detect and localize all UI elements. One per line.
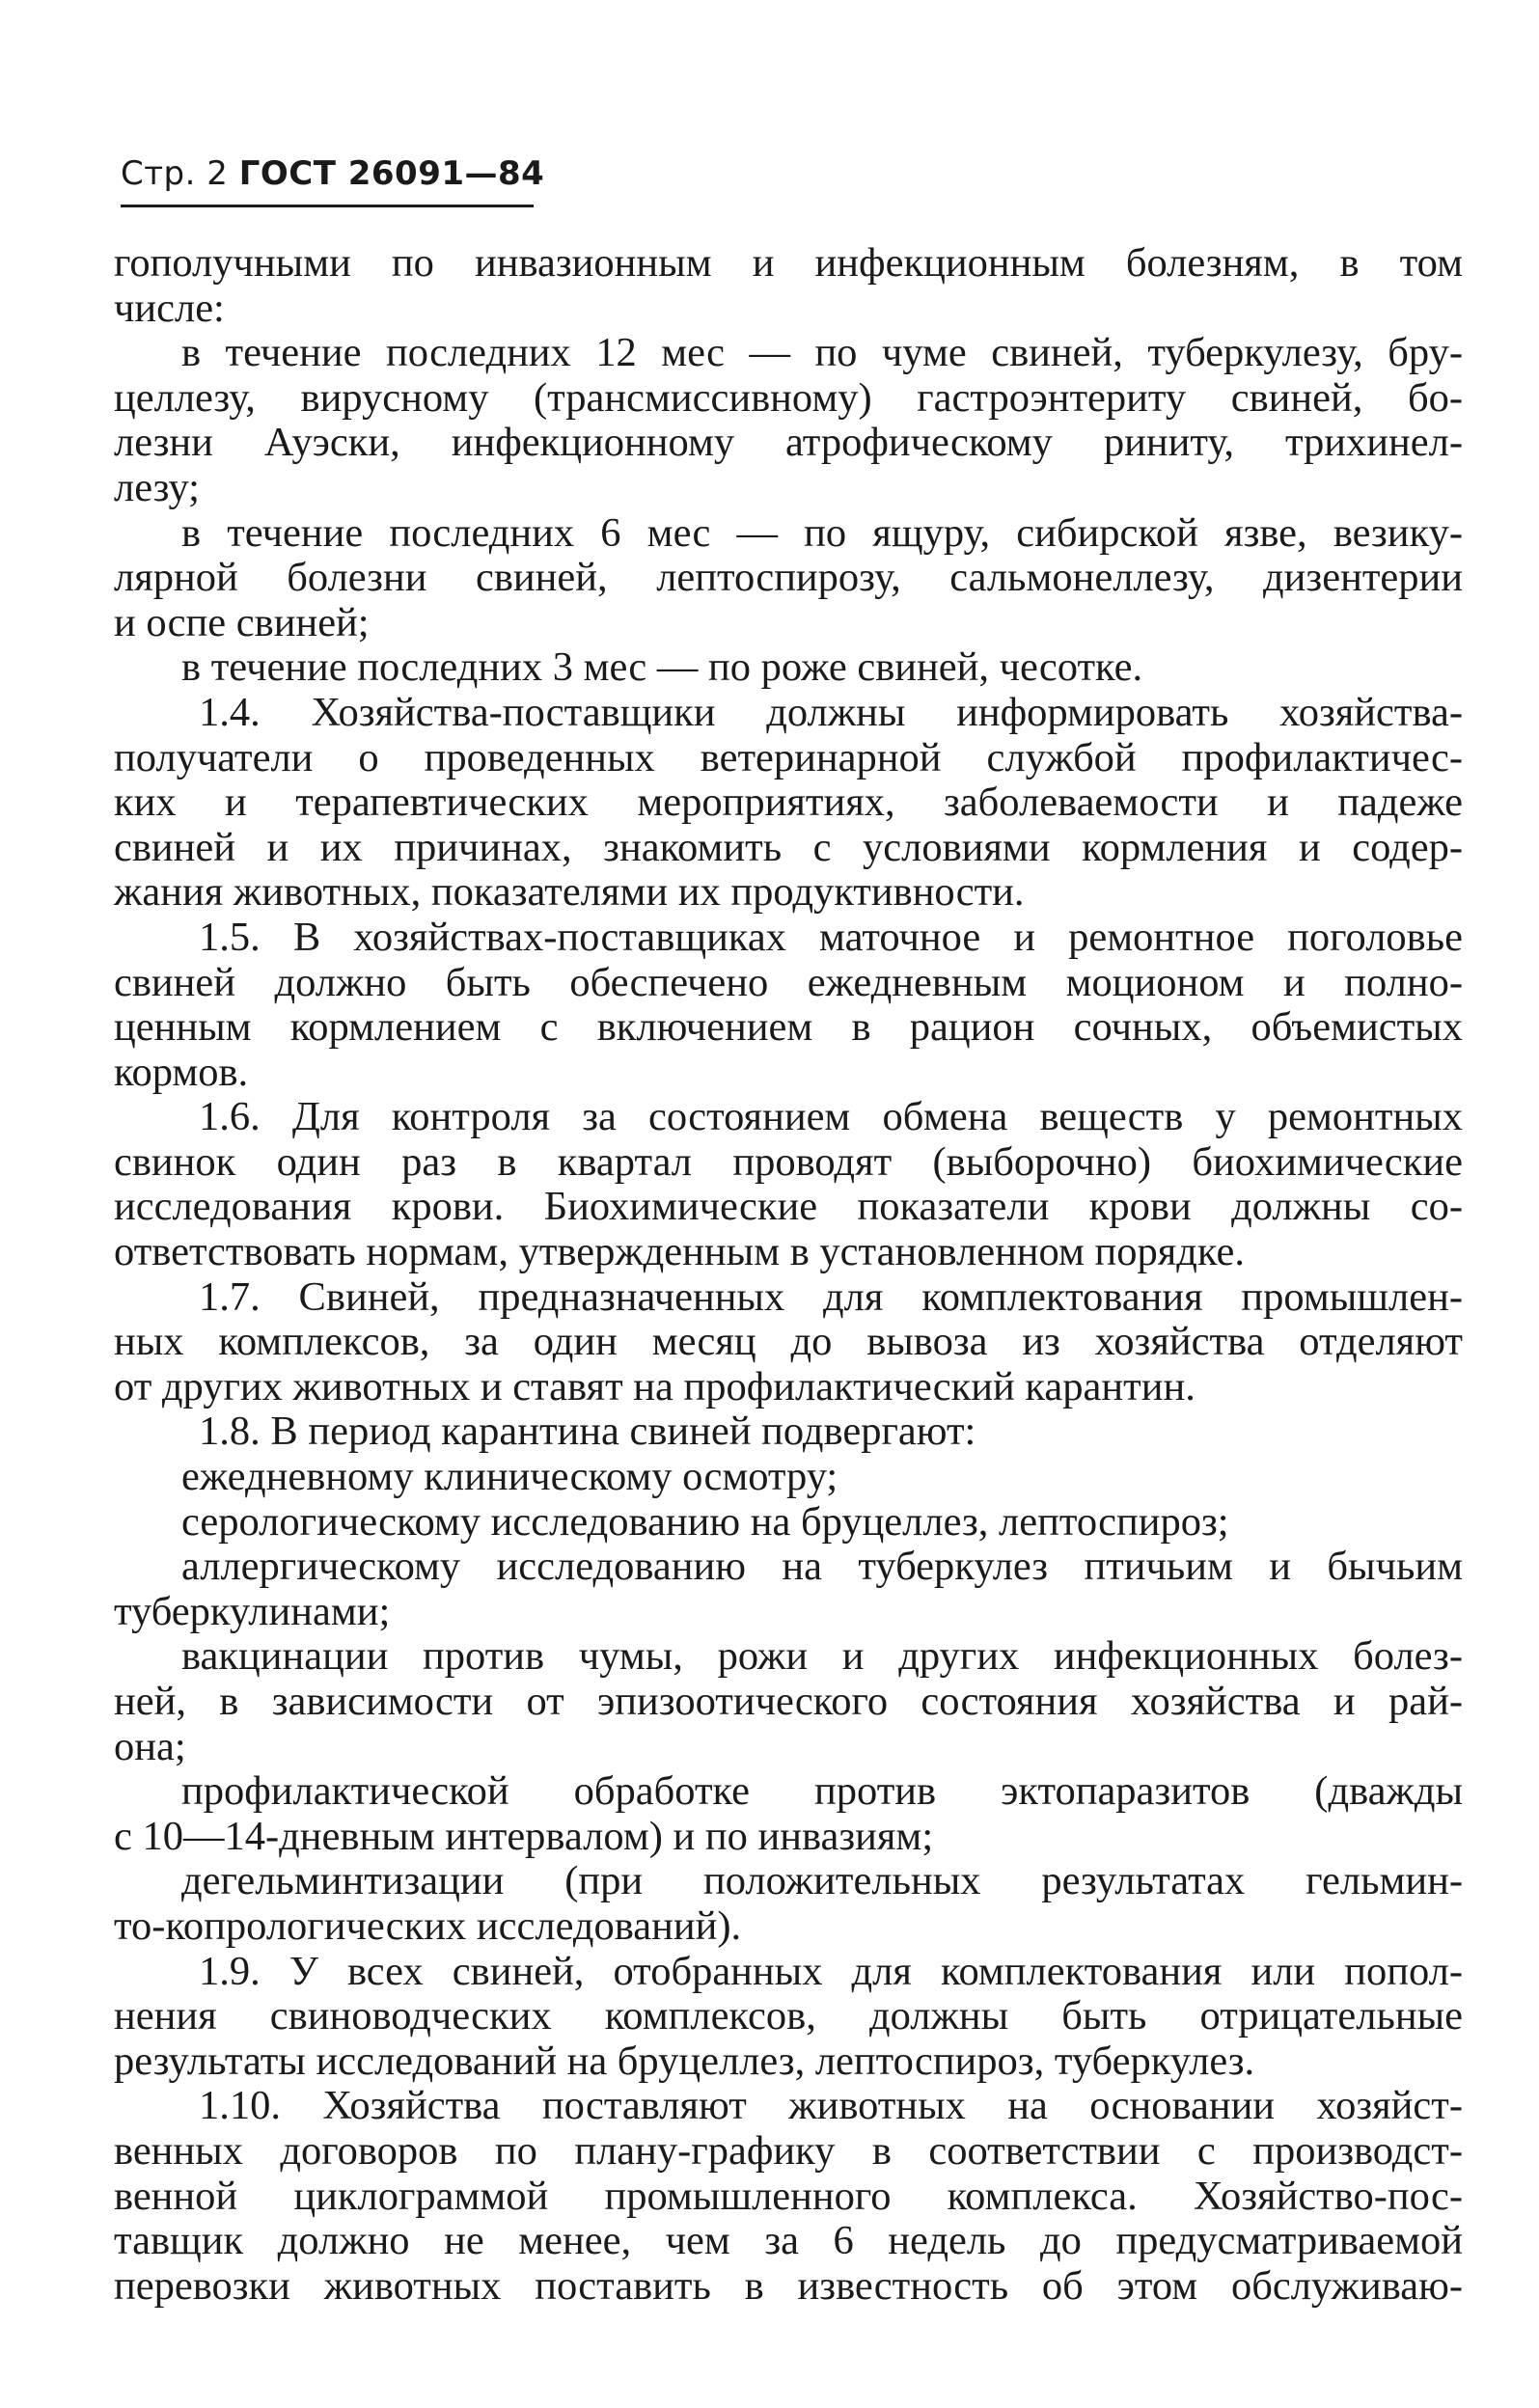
text-line: результаты исследований на бруцеллез, лептоспироз, туберкулез.: [114, 2038, 1255, 2084]
text-line: гополучными по инвазионным и инфекционным болезням, в том: [114, 240, 1463, 286]
page-number: Стр. 2: [121, 154, 229, 193]
text-line: серологическому исследованию на бруцеллез, лептоспироз;: [181, 1498, 1229, 1545]
text-line: 1.10. Хозяйства поставляют животных на основании хозяйст-: [199, 2083, 1463, 2129]
text-line: перевозки животных поставить в известность об этом обслуживаю-: [114, 2262, 1463, 2309]
text-line: то-копрологических исследований).: [114, 1902, 742, 1949]
text-line: целлезу, вирусному (трансмиссивному) гастроэнтериту свиней, бо-: [114, 374, 1463, 421]
text-line: туберкулинами;: [114, 1588, 391, 1634]
text-line: венных договоров по плану-графику в соответствии с производст-: [114, 2127, 1463, 2174]
text-line: 1.5. В хозяйствах-поставщиках маточное и ремонтное поголовье: [199, 914, 1463, 960]
standard-number: ГОСТ 26091—84: [238, 154, 545, 193]
text-line: 1.8. В период карантина свиней подвергают:: [199, 1409, 976, 1455]
text-line: с 10—14-дневным интервалом) и по инвазиям;: [114, 1813, 934, 1859]
text-line: ежедневному клиническому осмотру;: [181, 1454, 838, 1500]
text-line: в течение последних 3 мес — по роже свиней, чесотке.: [181, 644, 1143, 691]
text-line: ких и терапевтических мероприятиях, заболеваемости и падеже: [114, 780, 1463, 826]
text-line: от других животных и ставят на профилактический карантин.: [114, 1363, 1195, 1409]
text-line: и оспе свиней;: [114, 599, 370, 645]
text-line: лезни Ауэски, инфекционному атрофическому риниту, трихинел-: [114, 420, 1463, 466]
text-line: 1.6. Для контроля за состоянием обмена веществ у ремонтных: [199, 1094, 1463, 1140]
text-line: ценным кормлением с включением в рацион сочных, объемистых: [114, 1004, 1463, 1051]
text-line: 1.4. Хозяйства-поставщики должны информировать хозяйства-: [199, 689, 1463, 735]
text-line: тавщик должно не менее, чем за 6 недель до предусматриваемой: [114, 2218, 1463, 2264]
text-line: профилактической обработке против эктопаразитов (дважды: [181, 1768, 1463, 1815]
text-line: ных комплексов, за один месяц до вывоза из хозяйства отделяют: [114, 1319, 1463, 1365]
text-line: свиней и их причинах, знакомить с условиями кормления и содер-: [114, 824, 1463, 870]
text-line: венной циклограммой промышленного комплекса. Хозяйство-пос-: [114, 2173, 1463, 2219]
text-line: 1.7. Свиней, предназначенных для комплектования промышлен-: [199, 1273, 1463, 1320]
text-line: числе:: [114, 285, 225, 331]
text-line: ответствовать нормам, утвержденным в установленном порядке.: [114, 1229, 1246, 1275]
text-line: исследования крови. Биохимические показатели крови должны со-: [114, 1184, 1463, 1230]
text-line: лярной болезни свиней, лептоспирозу, сальмонеллезу, дизентерии: [114, 555, 1463, 601]
text-line: аллергическому исследованию на туберкулез птичьим и бычьим: [181, 1544, 1463, 1590]
text-line: вакцинации против чумы, рожи и других инфекционных болез-: [181, 1633, 1463, 1680]
body-text: [114, 241, 1463, 2309]
text-line: кормов.: [114, 1049, 249, 1095]
page-header: [121, 154, 544, 193]
text-line: жания животных, показателями их продуктивности.: [114, 869, 1025, 916]
text-line: свиней должно быть обеспечено ежедневным моционом и полно-: [114, 959, 1463, 1005]
text-line: лезу;: [114, 464, 200, 510]
text-line: в течение последних 12 мес — по чуме свиней, туберкулезу, бру-: [181, 330, 1463, 376]
text-line: 1.9. У всех свиней, отобранных для комплектования или попол-: [199, 1948, 1463, 1994]
text-line: ней, в зависимости от эпизоотического состояния хозяйства и рай-: [114, 1679, 1463, 1724]
text-line: нения свиноводческих комплексов, должны быть отрицательные: [114, 1993, 1463, 2039]
text-line: получатели о проведенных ветеринарной службой профилактичес-: [114, 734, 1463, 780]
text-line: свинок один раз в квартал проводят (выборочно) биохимические: [114, 1138, 1463, 1185]
text-line: она;: [114, 1723, 186, 1769]
text-line: дегельминтизации (при положительных результатах гельмин-: [181, 1858, 1463, 1904]
header-underline: [121, 205, 534, 207]
text-line: в течение последних 6 мес — по ящуру, сибирской язве, везику-: [181, 509, 1463, 556]
